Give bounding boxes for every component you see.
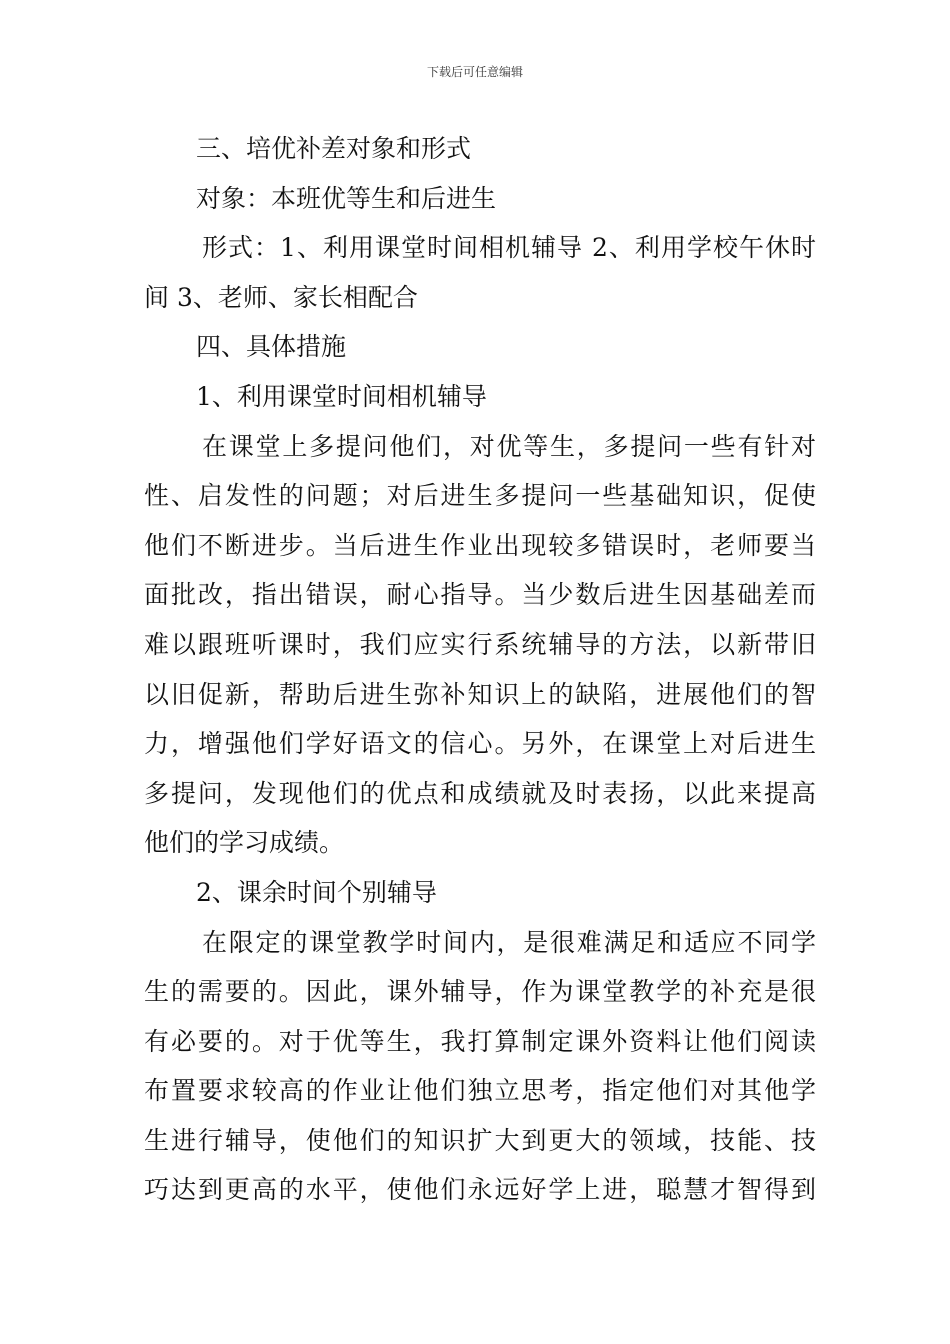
paragraph-1-line: 他们不断进步。当后进生作业出现较多错误时，老师要当 (144, 530, 816, 560)
paragraph-2-line: 生进行辅导，使他们的知识扩大到更大的领域，技能、技 (144, 1125, 816, 1155)
paragraph-2-line: 布置要求较高的作业让他们独立思考，指定他们对其他学 (144, 1076, 816, 1106)
target-line: 对象：本班优等生和后进生 (196, 183, 497, 213)
paragraph-1-line: 他们的学习成绩。 (144, 828, 345, 858)
paragraph-1-line: 力，增强他们学好语文的信心。另外，在课堂上对后进生 (144, 729, 816, 759)
section-heading-4: 四、具体措施 (196, 332, 347, 362)
document-body (144, 124, 816, 1215)
section-heading-3: 三、培优补差对象和形式 (196, 134, 472, 163)
paragraph-1-line: 面批改，指出错误，耐心指导。当少数后进生因基础差而 (144, 580, 816, 610)
paragraph-2-line: 巧达到更高的水平，使他们永远好学上进，聪慧才智得到 (144, 1175, 816, 1205)
paragraph-2-line: 生的需要的。因此，课外辅导，作为课堂教学的补充是很 (144, 977, 816, 1007)
subheading-2: 2、课余时间个别辅导 (196, 877, 437, 907)
paragraph-1-line: 性、启发性的问题；对后进生多提问一些基础知识，促使 (144, 481, 816, 511)
form-line-2: 间 3、老师、家长相配合 (144, 282, 418, 312)
paragraph-1-line: 难以跟班听课时，我们应实行系统辅导的方法，以新带旧 (144, 629, 816, 659)
paragraph-1-line: 以旧促新，帮助后进生弥补知识上的缺陷，进展他们的智 (144, 679, 816, 709)
paragraph-1-line: 多提问，发现他们的优点和成绩就及时表扬，以此来提高 (144, 778, 816, 808)
paragraph-1-line: 在课堂上多提问他们，对优等生，多提问一些有针对 (202, 431, 816, 461)
paragraph-2-line: 在限定的课堂教学时间内，是很难满足和适应不同学 (202, 927, 816, 957)
subheading-1: 1、利用课堂时间相机辅导 (196, 381, 487, 411)
form-line-1: 形式：1、利用课堂时间相机辅导 2、利用学校午休时 (202, 233, 816, 263)
paragraph-2-line: 有必要的。对于优等生，我打算制定课外资料让他们阅读 (144, 1026, 816, 1056)
page-header: 下载后可任意编辑 (426, 65, 523, 79)
